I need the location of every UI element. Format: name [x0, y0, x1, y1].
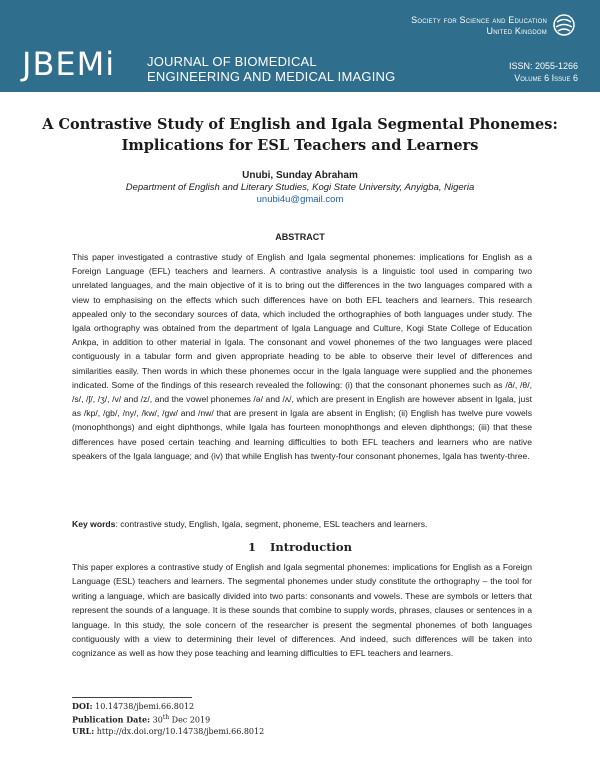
- journal-name: JOURNAL OF BIOMEDICAL ENGINEERING AND MEDICAL IMAGING: [147, 54, 396, 84]
- issn-volume: ISSN: 2055-1266 Volume 6 Issue 6: [508, 61, 578, 83]
- author-affiliation: Department of English and Literary Studies, Kogi State University, Anyigba, Nigeria: [125, 182, 475, 193]
- introduction-text: This paper explores a contrastive study of English and Igala segmental phonemes: implications for English as a Foreign Language (ESL) teachers and learners. The segmental phonemes under study constitute the orthography – the tool for writing a language, which are basically divided into two parts: consonants and vowels. These are symbols or letters that represent the sounds of a language. It is these sounds that combine to supply words, phrases, clauses or sentences in a language. In this study, the sole concern of the researcher is present the segmental phonemes of both languages contiguously with a view to determining their level of differences. And indeed, such differences will be taken into cognizance as well as how they pose teaching and learning difficulties to EFL teachers and learners.: [72, 562, 532, 659]
- doi-line: DOI: 10.14738/jbemi.66.8012: [72, 701, 195, 711]
- publication-date-line: Publication Date: 30th Dec 2019: [72, 714, 211, 725]
- author-email[interactable]: unubi4u@gmail.com: [256, 194, 344, 205]
- doi-value[interactable]: 10.14738/jbemi.66.8012: [95, 702, 195, 711]
- section-heading-introduction: [0, 540, 600, 554]
- author-name: Unubi, Sunday Abraham: [242, 170, 358, 181]
- abstract-heading: ABSTRACT: [275, 232, 325, 242]
- footer-divider: [72, 697, 192, 698]
- keywords: [72, 518, 532, 530]
- keywords-label: Key words: [72, 519, 116, 529]
- abstract-text: This paper investigated a contrastive study of English and Igala segmental phonemes: implications for English as a Foreign Language (EFL) teachers and learners. A contrastive analysis is a linguistic tool used in comparing two unrelated languages, and the main objective of it is to bring out the differences in the two languages compared with a view to emphasising on the effects which such differences have on both EFL teachers and learners. This research appealed only to the secondary sources of data, which included the orthographies of both languages under study. The Igala orthography was obtained from the department of Igala Language and Culture, Kogi State College of Education Ankpa, in addition to other material in Igala. The consonant and vowel phonemes of the two languages were placed contiguously in a tabular form and given appropriate heading to be able to observe their level of differences and similarities easily. Then words in which these phonemes occur in the Igala language were supplied and the phonemes indicated. Some of the findings of this research revealed the following: (i) that the consonant phonemes such as /ð/, /θ/, /s/, /ʃ/, /ʒ/, /v/ and /z/, and the vowel phonemes /ə/ and /ʌ/, which are present in English are however absent in Igala, just as /kp/, /gb/, /ny/, /kw/, /gw/ and /nw/ that are present in Igala are absent in English; (ii) English has twelve pure vowels (monophthongs) and eight diphthongs, while Igala has fourteen monophthongs and eleven diphthongs; (iii) that these differences have posed certain teaching and learning difficulties to both EFL teachers and learners who are native speakers of the Igala language; and (iv) that while English has twenty-four consonant phonemes, Igala has twenty-three.: [72, 252, 532, 461]
- paper-title: A Contrastive Study of English and Igala Segmental Phonemes: Implications for ESL Teachers and Learners: [42, 116, 558, 154]
- globe-icon: [552, 13, 576, 37]
- article-footer: [72, 701, 264, 737]
- journal-logo: JBEMi: [22, 45, 116, 83]
- society-name: Society for Science and Education United Kingdom: [411, 15, 547, 36]
- url-line: URL: http://dx.doi.org/10.14738/jbemi.66.8012: [72, 725, 265, 736]
- section-title: Introduction: [270, 540, 352, 554]
- keywords-text: : contrastive study, English, Igala, segment, phoneme, ESL teachers and learners.: [115, 519, 428, 529]
- section-number: 1: [248, 540, 257, 554]
- url-link[interactable]: http://dx.doi.org/10.14738/jbemi.66.8012: [96, 726, 265, 736]
- journal-banner: [0, 0, 600, 92]
